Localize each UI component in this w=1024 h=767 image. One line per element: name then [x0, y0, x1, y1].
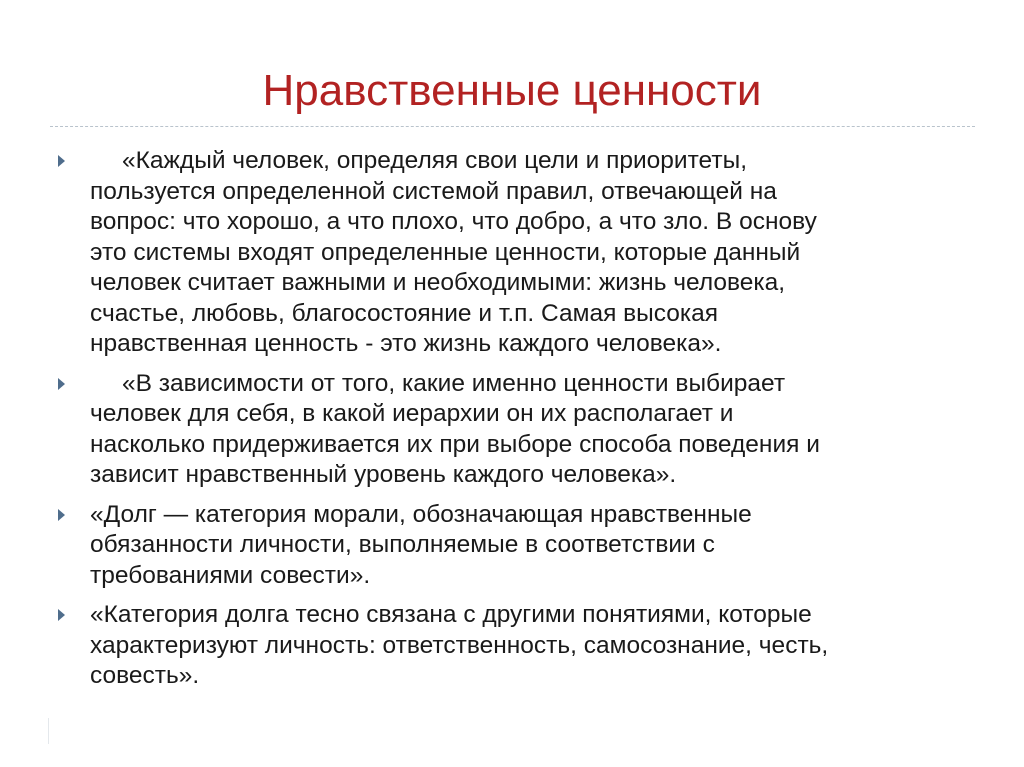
paragraph-line: вопрос: что хорошо, а что плохо, что добро, а что зло. В основу [90, 208, 817, 235]
paragraph-line: требованиями совести». [90, 561, 371, 589]
paragraph-line: нравственная ценность - это жизнь каждого человека». [90, 330, 722, 357]
bullet-paragraph-1 [56, 146, 956, 360]
paragraph-line: «Категория долга тесно связана с другими понятиями, которые [90, 601, 812, 628]
paragraph-text [90, 600, 956, 692]
paragraph-line: человек считает важными и необходимыми: жизнь человека, [90, 269, 786, 296]
paragraph-line: «В зависимости от того, какие именно ценности выбирает [122, 369, 786, 397]
paragraph-line: совесть». [90, 662, 200, 689]
bullet-paragraph-4 [56, 600, 956, 692]
paragraph-line: «Долг — категория морали, обозначающая нравственные [90, 500, 752, 528]
paragraph-text [90, 369, 956, 491]
margin-tick [48, 718, 49, 744]
paragraph-line: характеризуют личность: ответственность, самосознание, честь, [90, 631, 829, 659]
paragraph-line: зависит нравственный уровень каждого человека». [90, 461, 677, 488]
title-divider [50, 126, 975, 127]
paragraph-line: человек для себя, в какой иерархии он их располагает и [90, 400, 734, 427]
triangle-right-icon [58, 609, 65, 621]
paragraph-line: пользуется определенной системой правил, отвечающей на [90, 177, 777, 205]
paragraph-line: счастье, любовь, благосостояние и т.п. Самая высокая [90, 299, 719, 327]
bullet-paragraph-3 [56, 500, 956, 592]
bullet-paragraph-2 [56, 369, 956, 491]
slide-body [56, 146, 956, 692]
triangle-right-icon [58, 509, 65, 521]
paragraph-line: насколько придерживается их при выборе способа поведения и [90, 430, 820, 458]
slide-title: Нравственные ценности [262, 66, 762, 115]
paragraph-text [90, 146, 956, 360]
paragraph-line: «Каждый человек, определяя свои цели и приоритеты, [122, 147, 748, 174]
paragraph-text [90, 500, 956, 592]
triangle-right-icon [58, 155, 65, 167]
paragraph-line: обязанности личности, выполняемые в соответствии с [90, 531, 715, 558]
paragraph-line: это системы входят определенные ценности, которые данный [90, 238, 801, 266]
triangle-right-icon [58, 378, 65, 390]
